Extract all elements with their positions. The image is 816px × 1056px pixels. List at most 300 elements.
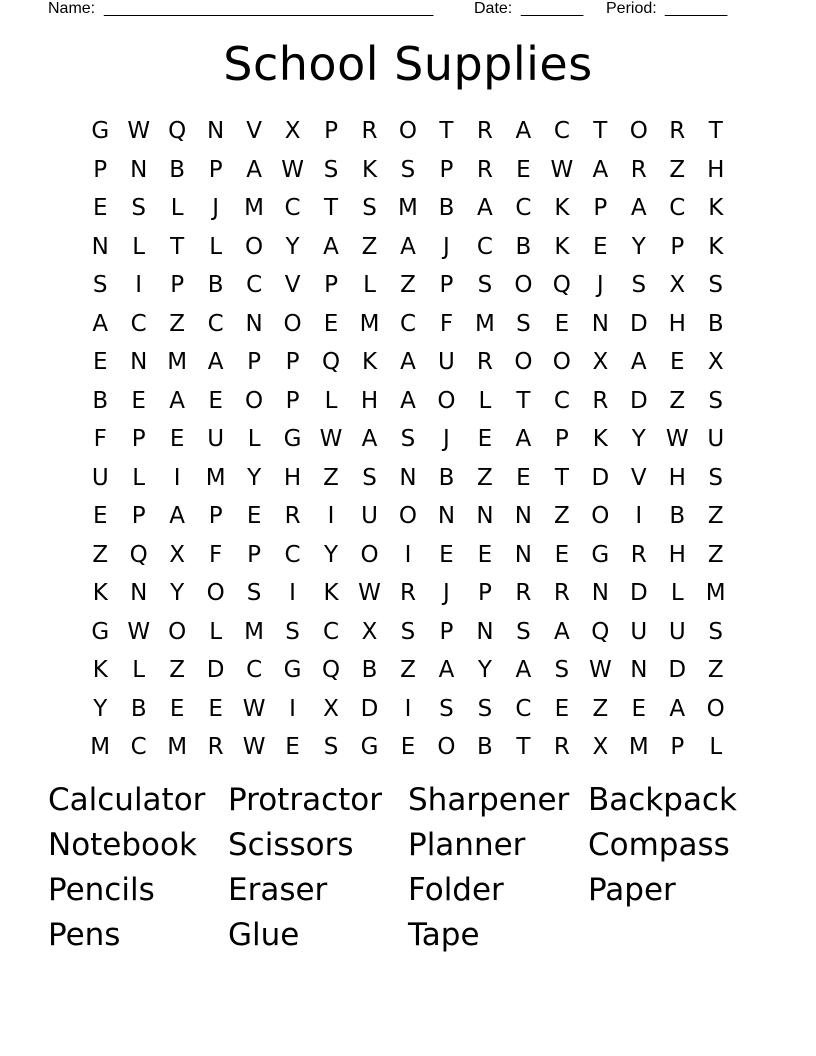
grid-letter: H <box>668 541 686 568</box>
grid-letter: O <box>629 118 648 144</box>
grid-letter: Z <box>669 387 686 414</box>
grid-letter: O <box>245 233 264 260</box>
grid-letter: U <box>630 618 648 645</box>
grid-letter: S <box>477 695 493 722</box>
grid-row <box>81 112 735 151</box>
grid-letter: M <box>205 464 226 491</box>
grid-letter: A <box>400 349 416 375</box>
grid-letter: W <box>319 426 343 452</box>
grid-letter: A <box>630 195 647 221</box>
grid-letter: C <box>246 657 263 683</box>
grid-letter: M <box>244 195 265 221</box>
grid-letter: N <box>591 310 609 337</box>
grid-letter: R <box>515 580 532 606</box>
grid-letter: Y <box>631 426 646 452</box>
grid-letter: P <box>439 618 454 645</box>
grid-letter: E <box>169 695 185 722</box>
grid-letter: X <box>669 272 686 298</box>
grid-letter: K <box>554 233 570 260</box>
grid-letter: Y <box>170 580 185 606</box>
grid-letter: S <box>285 618 300 645</box>
word-bank-item: Glue <box>228 917 300 953</box>
grid-letter: I <box>173 464 181 491</box>
date-blank: _______ <box>521 0 584 17</box>
grid-letter: A <box>630 349 647 375</box>
grid-letter: T <box>593 118 608 144</box>
worksheet-header <box>48 0 748 18</box>
grid-letter: J <box>443 233 450 260</box>
grid-letter: G <box>360 734 379 760</box>
grid-letter: S <box>362 464 377 491</box>
grid-letter: Y <box>324 541 339 568</box>
grid-letter: Z <box>669 156 686 183</box>
grid-letter: R <box>630 156 647 183</box>
grid-letter: P <box>247 349 262 375</box>
grid-letter: Z <box>553 503 570 529</box>
grid-letter: Y <box>477 657 492 683</box>
grid-letter: A <box>207 349 224 375</box>
grid-letter: B <box>707 310 724 337</box>
grid-letter: O <box>591 503 610 529</box>
grid-letter: B <box>477 734 493 760</box>
word-bank-item: Calculator <box>48 782 206 818</box>
grid-letter: P <box>285 349 300 375</box>
grid-letter: O <box>206 580 225 606</box>
grid-letter: G <box>91 118 110 144</box>
grid-letter: C <box>207 310 224 337</box>
grid-letter: X <box>707 349 724 375</box>
grid-letter: B <box>438 195 455 221</box>
word-bank-item: Folder <box>408 872 504 908</box>
word-bank-item: Protractor <box>228 782 382 818</box>
grid-letter: E <box>516 156 531 183</box>
grid-letter: X <box>323 695 339 722</box>
word-bank-item: Planner <box>408 827 526 863</box>
grid-letter: H <box>360 387 379 414</box>
grid-letter: P <box>554 426 569 452</box>
grid-letter: W <box>550 156 574 183</box>
grid-letter: P <box>208 503 223 529</box>
period-blank: _______ <box>665 0 728 17</box>
grid-letter: P <box>439 156 454 183</box>
grid-letter: M <box>167 734 188 760</box>
grid-letter: O <box>514 272 533 298</box>
grid-letter: M <box>628 734 649 760</box>
grid-letter: S <box>400 618 416 645</box>
grid-letter: U <box>707 426 725 452</box>
grid-letter: L <box>709 734 723 760</box>
grid-letter: X <box>361 618 378 645</box>
grid-letter: C <box>284 195 301 221</box>
grid-letter: S <box>400 426 416 452</box>
grid-letter: R <box>207 734 224 760</box>
grid-letter: S <box>516 618 531 645</box>
grid-letter: L <box>478 387 492 414</box>
grid-letter: L <box>324 387 338 414</box>
grid-letter: W <box>127 618 151 645</box>
grid-letter: A <box>669 695 686 722</box>
grid-letter: Z <box>707 657 724 683</box>
name-blank: _____________________________________ <box>104 0 434 17</box>
grid-letter: I <box>289 580 296 606</box>
grid-letter: R <box>630 541 647 568</box>
grid-letter: O <box>552 349 571 375</box>
grid-letter: Y <box>93 695 108 722</box>
grid-letter: O <box>168 618 187 645</box>
word-bank-item: Paper <box>588 872 676 908</box>
grid-letter: K <box>554 195 570 221</box>
grid-letter: H <box>668 310 686 337</box>
grid-letter: E <box>92 349 108 375</box>
grid-letter: C <box>284 541 301 568</box>
grid-letter: K <box>592 426 608 452</box>
grid-letter: C <box>399 310 417 337</box>
grid-letter: Q <box>129 541 148 568</box>
grid-letter: Y <box>247 464 262 491</box>
grid-letter: S <box>92 272 108 298</box>
grid-letter: Y <box>631 233 646 260</box>
grid-letter: B <box>92 387 109 414</box>
grid-letter: S <box>516 310 531 337</box>
grid-row <box>81 343 735 382</box>
grid-row <box>81 459 735 498</box>
grid-letter: N <box>437 503 456 529</box>
grid-letter: Q <box>591 618 610 645</box>
grid-letter: R <box>399 580 416 606</box>
grid-letter: O <box>706 695 725 722</box>
grid-letter: A <box>515 118 532 144</box>
grid-row <box>81 574 735 613</box>
grid-letter: E <box>669 349 685 375</box>
grid-letter: C <box>130 310 147 337</box>
grid-letter: T <box>554 464 569 491</box>
grid-letter: W <box>127 118 151 144</box>
grid-letter: S <box>323 156 339 183</box>
grid-letter: R <box>669 118 686 144</box>
grid-letter: Q <box>552 272 571 298</box>
grid-letter: E <box>439 541 454 568</box>
grid-letter: X <box>592 349 609 375</box>
grid-letter: A <box>169 503 186 529</box>
grid-letter: E <box>285 734 300 760</box>
grid-letter: A <box>553 618 570 645</box>
grid-letter: E <box>208 387 223 414</box>
word-bank-item: Eraser <box>228 872 328 908</box>
grid-letter: U <box>361 503 378 529</box>
grid-letter: K <box>708 233 724 260</box>
grid-letter: J <box>212 195 220 221</box>
grid-letter: R <box>553 734 570 760</box>
grid-row <box>81 305 735 344</box>
grid-row <box>81 151 735 190</box>
grid-letter: N <box>630 657 648 683</box>
grid-letter: Q <box>321 657 341 683</box>
grid-letter: T <box>708 118 723 144</box>
grid-letter: P <box>593 195 608 221</box>
grid-letter: C <box>323 618 340 645</box>
grid-letter: S <box>400 156 416 183</box>
grid-letter: Z <box>169 310 186 337</box>
grid-letter: M <box>705 580 726 606</box>
word-bank-item: Pencils <box>48 872 155 908</box>
grid-letter: D <box>206 657 225 683</box>
grid-letter: P <box>247 541 262 568</box>
grid-letter: A <box>169 387 186 414</box>
grid-letter: A <box>515 426 532 452</box>
grid-letter: R <box>284 503 301 529</box>
grid-letter: I <box>135 272 143 298</box>
grid-letter: S <box>131 195 146 221</box>
grid-letter: N <box>514 503 532 529</box>
grid-letter: A <box>246 156 262 183</box>
grid-letter: D <box>360 695 379 722</box>
grid-letter: K <box>323 580 339 606</box>
grid-letter: S <box>246 580 262 606</box>
grid-letter: V <box>284 272 301 298</box>
grid-letter: B <box>130 695 147 722</box>
grid-letter: A <box>92 310 109 337</box>
grid-letter: C <box>130 734 147 760</box>
grid-letter: L <box>363 272 376 298</box>
grid-letter: R <box>361 118 378 144</box>
grid-letter: F <box>93 426 107 452</box>
grid-letter: N <box>514 541 532 568</box>
date-label: Date: <box>474 0 513 17</box>
grid-letter: T <box>170 233 185 260</box>
grid-letter: H <box>707 156 725 183</box>
grid-letter: N <box>130 349 148 375</box>
grid-letter: Z <box>323 464 339 491</box>
grid-letter: Y <box>285 233 300 260</box>
grid-letter: D <box>668 657 687 683</box>
grid-letter: C <box>515 195 532 221</box>
grid-letter: R <box>592 387 609 414</box>
grid-letter: T <box>516 734 531 760</box>
grid-letter: M <box>90 734 111 760</box>
grid-letter: M <box>359 310 380 337</box>
grid-letter: W <box>358 580 381 606</box>
grid-row <box>81 420 735 459</box>
grid-letter: C <box>553 387 570 414</box>
grid-letter: N <box>245 310 263 337</box>
grid-letter: O <box>360 541 379 568</box>
grid-letter: A <box>515 657 532 683</box>
grid-letter: P <box>170 272 185 298</box>
grid-letter: T <box>516 387 531 414</box>
grid-letter: E <box>593 233 608 260</box>
grid-letter: Z <box>169 657 186 683</box>
word-bank-item: Backpack <box>588 782 737 818</box>
grid-row <box>81 613 735 652</box>
grid-letter: O <box>398 118 418 144</box>
grid-letter: E <box>208 695 223 722</box>
grid-letter: K <box>708 195 724 221</box>
grid-letter: E <box>477 541 493 568</box>
grid-letter: D <box>591 464 610 491</box>
word-search-grid <box>81 112 735 767</box>
grid-row <box>81 228 735 267</box>
grid-letter: I <box>404 541 412 568</box>
grid-letter: E <box>477 426 493 452</box>
grid-letter: S <box>439 695 454 722</box>
grid-letter: R <box>476 118 493 144</box>
grid-row <box>81 690 735 729</box>
grid-letter: N <box>91 233 109 260</box>
grid-letter: N <box>207 118 225 144</box>
grid-letter: L <box>170 195 184 221</box>
grid-row <box>81 382 735 421</box>
grid-letter: B <box>438 464 455 491</box>
grid-letter: O <box>437 734 456 760</box>
word-bank-item: Tape <box>408 917 480 953</box>
grid-letter: E <box>323 310 339 337</box>
grid-letter: S <box>362 195 377 221</box>
grid-letter: C <box>515 695 532 722</box>
grid-letter: S <box>323 734 339 760</box>
grid-letter: H <box>283 464 302 491</box>
grid-letter: Q <box>168 118 187 144</box>
grid-letter: S <box>708 272 724 298</box>
word-bank-item: Scissors <box>228 827 354 863</box>
grid-letter: O <box>398 503 418 529</box>
grid-letter: D <box>629 580 648 606</box>
grid-letter: A <box>361 426 378 452</box>
grid-letter: L <box>132 657 146 683</box>
grid-letter: U <box>438 349 455 375</box>
grid-letter: P <box>208 156 223 183</box>
grid-letter: C <box>553 118 570 144</box>
grid-letter: L <box>209 233 223 260</box>
grid-letter: O <box>514 349 533 375</box>
grid-letter: G <box>91 618 110 645</box>
grid-letter: Z <box>592 695 609 722</box>
grid-letter: O <box>437 387 456 414</box>
grid-letter: Z <box>92 541 109 568</box>
grid-letter: E <box>554 695 570 722</box>
grid-letter: N <box>476 503 494 529</box>
grid-letter: S <box>708 464 724 491</box>
grid-letter: S <box>708 387 724 414</box>
grid-letter: L <box>132 464 146 491</box>
grid-letter: B <box>515 233 532 260</box>
grid-letter: W <box>242 695 266 722</box>
grid-letter: Z <box>361 233 378 260</box>
page-title: School Supplies <box>223 37 593 91</box>
grid-letter: E <box>169 426 185 452</box>
grid-letter: R <box>476 349 493 375</box>
grid-letter: C <box>669 195 686 221</box>
grid-letter: P <box>670 233 685 260</box>
grid-letter: B <box>169 156 186 183</box>
word-bank-item: Pens <box>48 917 121 953</box>
grid-letter: Z <box>707 503 724 529</box>
grid-letter: I <box>327 503 335 529</box>
grid-letter: P <box>131 503 146 529</box>
grid-letter: E <box>246 503 262 529</box>
grid-letter: J <box>443 426 450 452</box>
grid-letter: M <box>244 618 265 645</box>
grid-letter: N <box>399 464 417 491</box>
grid-letter: Z <box>400 657 416 683</box>
grid-letter: W <box>242 734 266 760</box>
grid-letter: D <box>629 387 648 414</box>
grid-letter: A <box>438 657 455 683</box>
grid-letter: K <box>92 580 108 606</box>
grid-letter: B <box>207 272 224 298</box>
grid-letter: P <box>131 426 146 452</box>
grid-letter: N <box>130 580 148 606</box>
grid-letter: T <box>324 195 339 221</box>
grid-letter: P <box>93 156 108 183</box>
grid-letter: G <box>283 657 302 683</box>
grid-letter: V <box>630 464 647 491</box>
grid-letter: A <box>400 387 416 414</box>
grid-letter: K <box>361 349 378 375</box>
grid-letter: L <box>247 426 261 452</box>
word-bank-item: Notebook <box>48 827 197 863</box>
grid-letter: L <box>670 580 684 606</box>
grid-row <box>81 536 735 575</box>
grid-letter: L <box>209 618 223 645</box>
grid-letter: C <box>246 272 263 298</box>
grid-letter: P <box>285 387 300 414</box>
grid-letter: W <box>588 657 612 683</box>
grid-letter: T <box>439 118 454 144</box>
grid-letter: W <box>281 156 304 183</box>
grid-letter: O <box>283 310 302 337</box>
grid-letter: A <box>400 233 416 260</box>
grid-letter: N <box>476 618 494 645</box>
grid-letter: E <box>92 503 108 529</box>
grid-row <box>81 266 735 305</box>
grid-letter: F <box>209 541 223 568</box>
word-bank-item: Compass <box>588 827 730 863</box>
grid-letter: E <box>516 464 531 491</box>
grid-letter: U <box>207 426 225 452</box>
grid-letter: A <box>592 156 609 183</box>
grid-letter: C <box>476 233 493 260</box>
grid-letter: E <box>554 541 570 568</box>
grid-letter: L <box>132 233 146 260</box>
grid-letter: M <box>167 349 188 375</box>
grid-row <box>81 189 735 228</box>
grid-letter: S <box>477 272 493 298</box>
grid-letter: D <box>629 310 648 337</box>
grid-letter: E <box>554 310 570 337</box>
grid-letter: P <box>324 118 338 144</box>
grid-letter: P <box>670 734 685 760</box>
grid-row <box>81 651 735 690</box>
grid-letter: E <box>631 695 647 722</box>
grid-letter: E <box>400 734 416 760</box>
grid-letter: K <box>361 156 378 183</box>
grid-letter: U <box>668 618 686 645</box>
grid-letter: G <box>591 541 610 568</box>
grid-letter: N <box>591 580 609 606</box>
word-bank-item: Sharpener <box>408 782 570 818</box>
grid-letter: W <box>665 426 689 452</box>
grid-row <box>81 497 735 536</box>
grid-letter: A <box>477 195 493 221</box>
grid-letter: E <box>92 195 108 221</box>
grid-letter: R <box>476 156 493 183</box>
grid-letter: A <box>323 233 339 260</box>
grid-letter: M <box>398 195 418 221</box>
grid-letter: P <box>439 272 454 298</box>
grid-letter: Z <box>477 464 493 491</box>
grid-letter: J <box>596 272 604 298</box>
grid-letter: R <box>553 580 570 606</box>
